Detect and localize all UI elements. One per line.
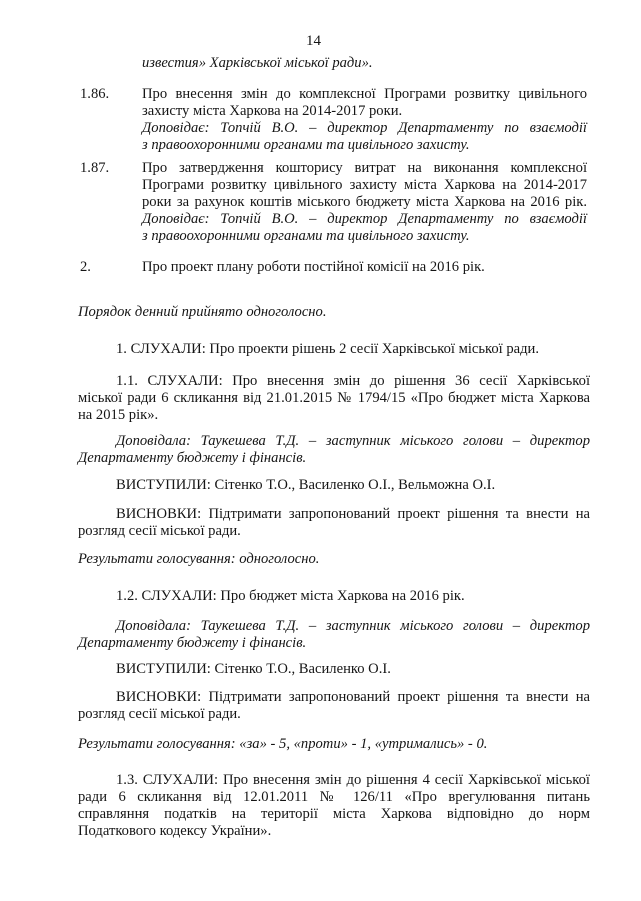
- speaker-line: Департаменту бюджету і фінансів.: [78, 635, 307, 651]
- speaker-line: з правоохоронними органами та цивільного захисту.: [142, 228, 470, 244]
- spoke-1-2: ВИСТУПИЛИ: Сітенко Т.О., Василенко О.І.: [116, 661, 391, 677]
- heard-line: 1.3. СЛУХАЛИ: Про внесення змін до рішення 4 сесії Харківської міської: [116, 772, 590, 788]
- conclusion-1-2: [78, 689, 590, 723]
- speaker-1-2: [78, 618, 590, 652]
- item-text-line: Про внесення змін до комплексної Програми розвитку цивільного: [142, 86, 587, 102]
- heard-line: ради 6 скликання від 12.01.2011 № 126/11 «Про врегулювання питань: [78, 789, 590, 805]
- item-number: 1.86.: [80, 86, 110, 102]
- page-number: 14: [306, 33, 321, 49]
- agenda-item-1-86: [142, 86, 587, 154]
- speaker-line: Департаменту бюджету і фінансів.: [78, 450, 307, 466]
- conclusion-line: ВИСНОВКИ: Підтримати запропонований проект рішення та внести на: [116, 506, 590, 522]
- conclusion-line: ВИСНОВКИ: Підтримати запропонований проект рішення та внести на: [116, 689, 590, 705]
- agenda-item-2: [142, 259, 587, 276]
- item-text-line: Програми розвитку цивільного захисту міста Харкова на 2014-2017: [142, 177, 587, 193]
- heard-1-1: [78, 373, 590, 424]
- conclusion-1-1: [78, 506, 590, 540]
- item-text-line: захисту міста Харкова на 2014-2017 роки.: [142, 103, 403, 119]
- agenda-item-1-87: [142, 160, 587, 245]
- speaker-line: Доповідала: Таукешева Т.Д. – заступник міського голови – директор: [116, 618, 590, 634]
- speaker-line: Доповідала: Таукешева Т.Д. – заступник міського голови – директор: [116, 433, 590, 449]
- heard-line: на 2015 рік».: [78, 407, 159, 423]
- spoke-1-1: ВИСТУПИЛИ: Сітенко Т.О., Василенко О.І., Вельможна О.І.: [116, 477, 496, 493]
- speaker-line: з правоохоронними органами та цивільного захисту.: [142, 137, 470, 153]
- item-number: 1.87.: [80, 160, 110, 176]
- speaker-line: Доповідає: Топчій В.О. – директор Департаменту по взаємодії: [142, 211, 587, 227]
- heard-line: справляння податків на території міста Харкова відповідно до норм: [78, 806, 590, 822]
- speaker-line: Доповідає: Топчій В.О. – директор Департаменту по взаємодії: [142, 120, 587, 136]
- heard-line: Податкового кодексу України».: [78, 823, 272, 839]
- heard-1: 1. СЛУХАЛИ: Про проекти рішень 2 сесії Харківської міської ради.: [116, 341, 540, 357]
- vote-result-1-2: Результати голосування: «за» - 5, «проти» - 1, «утримались» - 0.: [78, 736, 488, 752]
- heard-line: міської ради 6 скликання від 21.01.2015 № 1794/15 «Про бюджет міста Харкова: [78, 390, 590, 406]
- item-text-line: Про проект плану роботи постійної комісії на 2016 рік.: [142, 259, 485, 275]
- item-text-line: роки за рахунок коштів міського бюджету міста Харкова на 2016 рік.: [142, 194, 587, 210]
- item-number: 2.: [80, 259, 91, 275]
- item-text-line: Про затвердження кошторису витрат на виконання комплексної: [142, 160, 587, 176]
- heard-line: 1.1. СЛУХАЛИ: Про внесення змін до рішення 36 сесії Харківської: [116, 373, 590, 389]
- conclusion-line: розгляд сесії міської ради.: [78, 523, 241, 539]
- top-continuation: известия» Харківської міської ради».: [142, 55, 373, 71]
- vote-result-1-1: Результати голосування: одноголосно.: [78, 551, 320, 567]
- heard-1-2: 1.2. СЛУХАЛИ: Про бюджет міста Харкова на 2016 рік.: [116, 588, 465, 604]
- conclusion-line: розгляд сесії міської ради.: [78, 706, 241, 722]
- heard-1-3: [78, 772, 590, 840]
- speaker-1-1: [78, 433, 590, 467]
- agenda-adopted: Порядок денний прийнято одноголосно.: [78, 304, 327, 320]
